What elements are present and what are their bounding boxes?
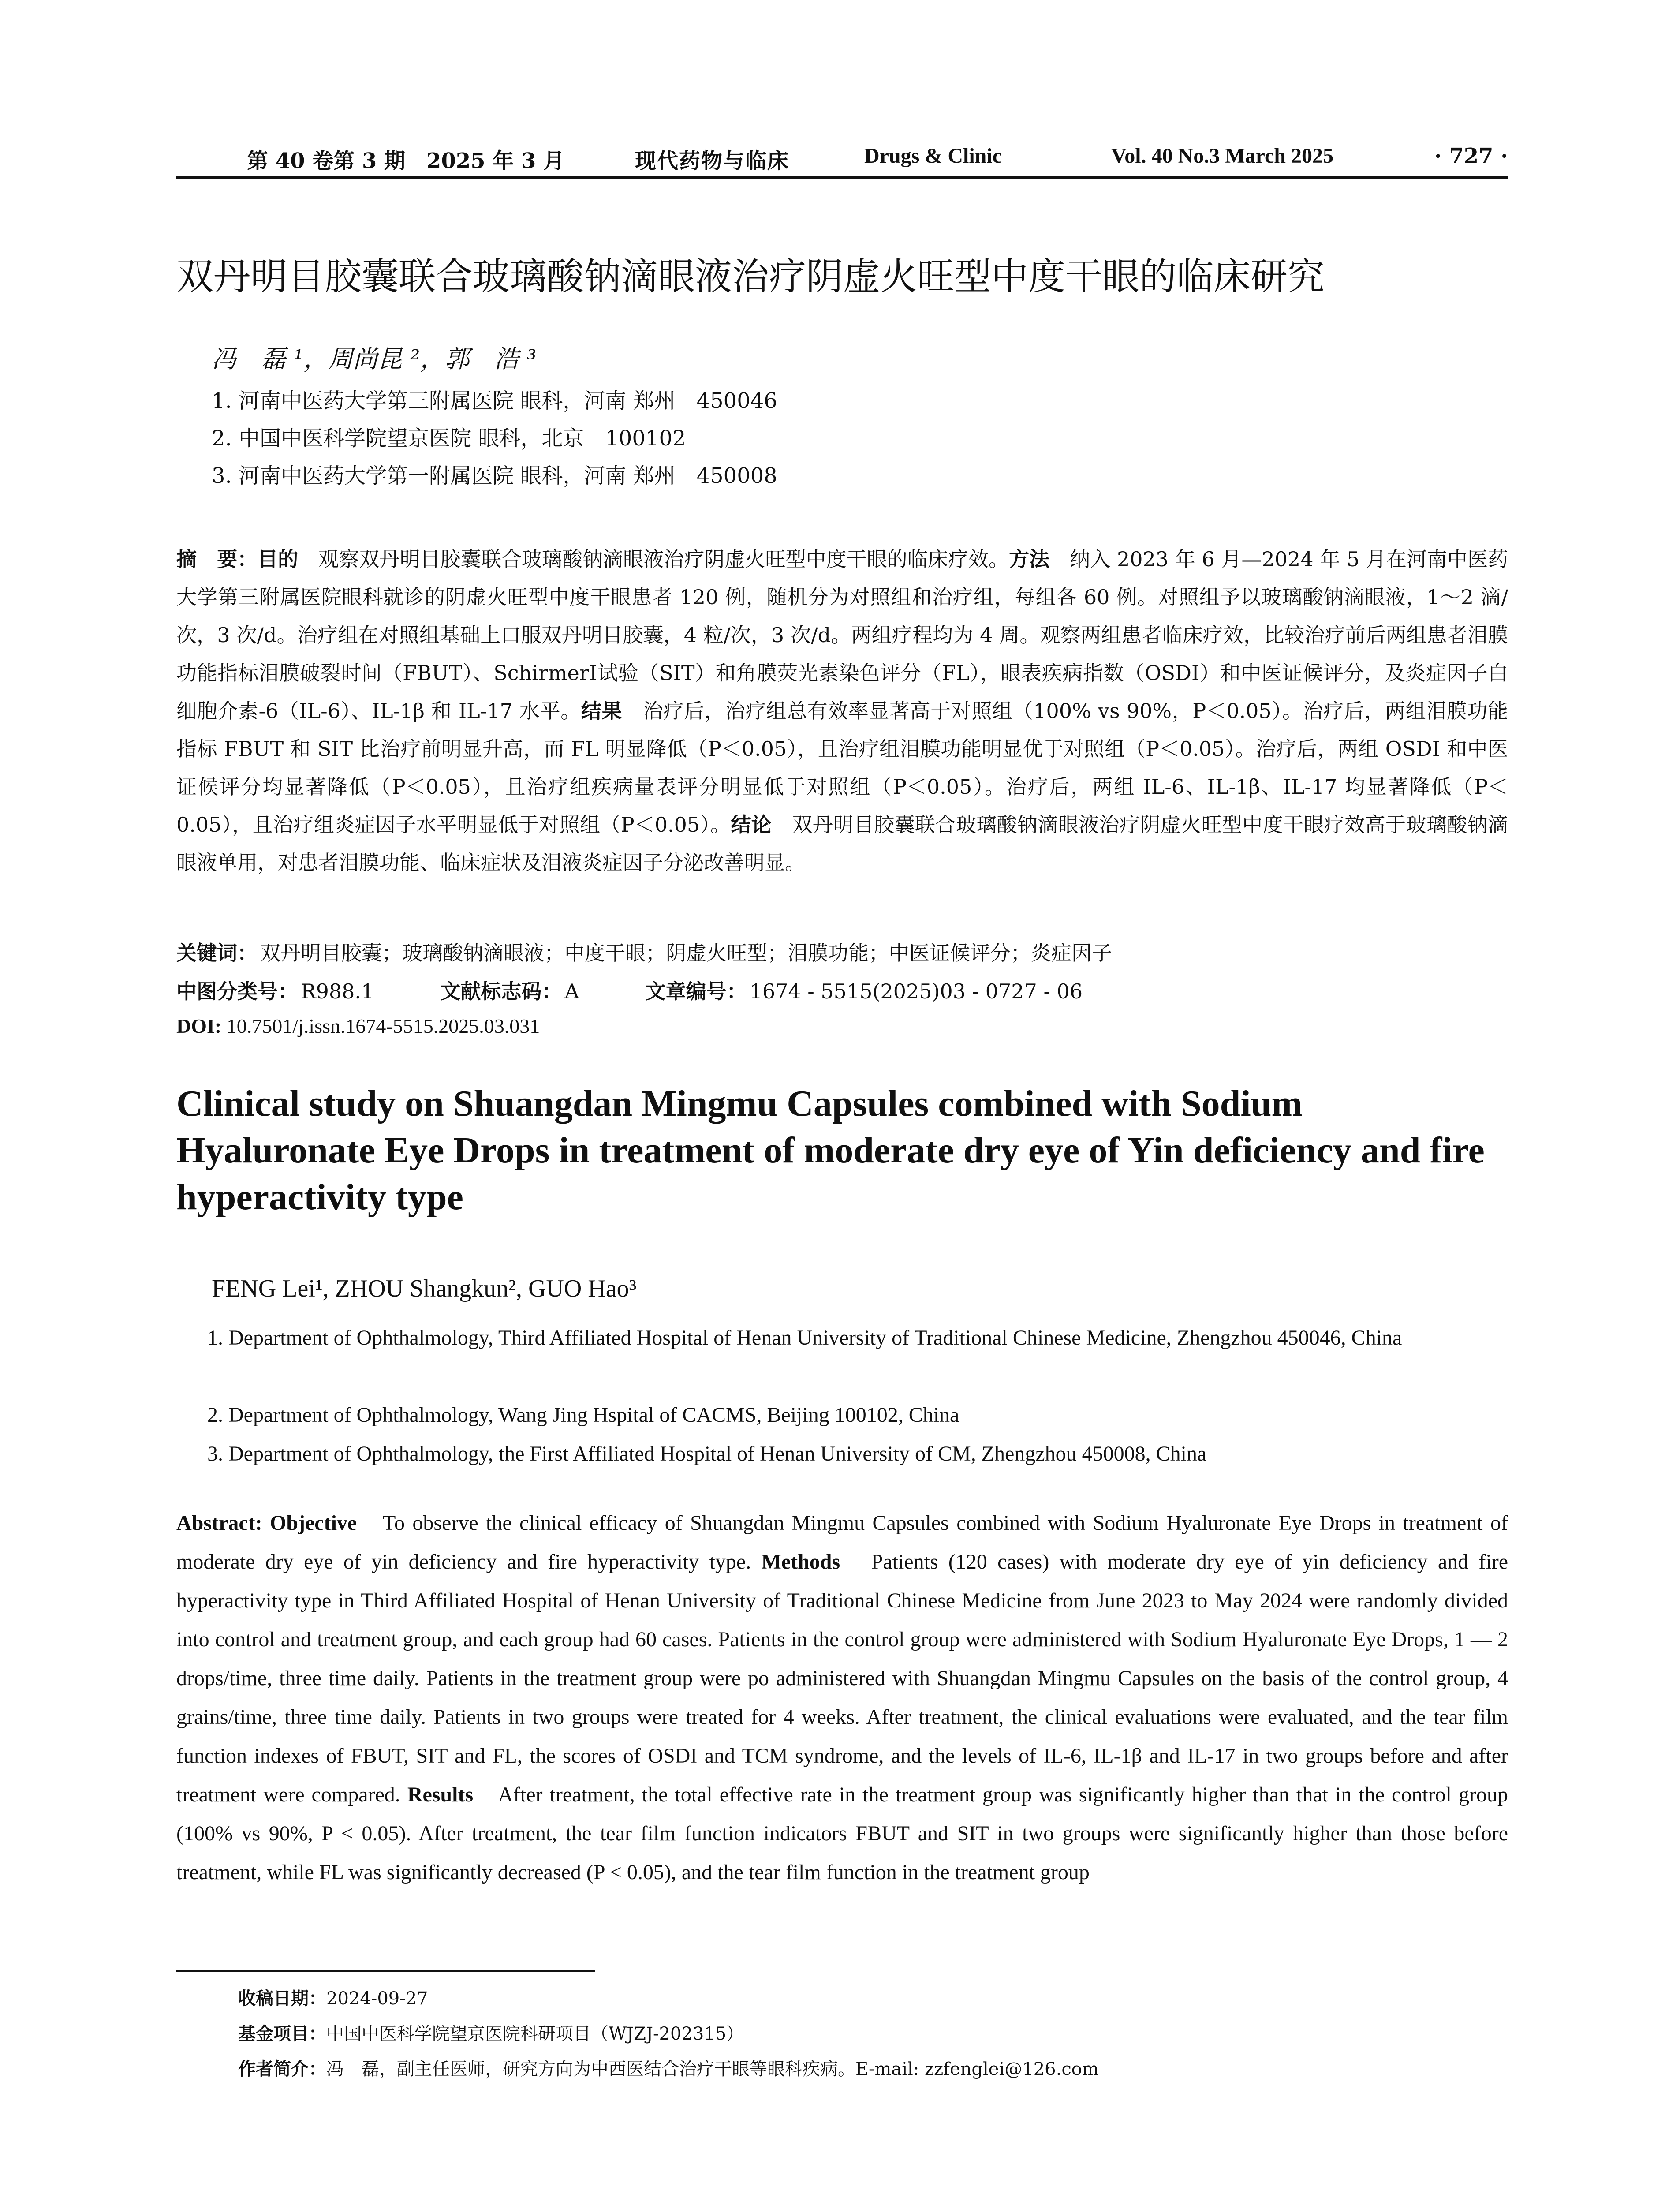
affiliation-en-3: 3. Department of Ophthalmology, the First Affiliated Hospital of Henan University of CM, Zhengzhou 450008, China bbox=[207, 1442, 1207, 1465]
footnote-divider bbox=[176, 1970, 595, 1972]
title-cn: 双丹明目胶囊联合玻璃酸钠滴眼液治疗阴虚火旺型中度干眼的临床研究 bbox=[176, 255, 1325, 298]
journal-name-en: Drugs & Clinic bbox=[864, 144, 1002, 168]
abstract-cn bbox=[176, 540, 1508, 882]
doi-label: DOI: bbox=[176, 1015, 222, 1037]
objective-cn: 观察双丹明目胶囊联合玻璃酸钠滴眼液治疗阴虚火旺型中度干眼的临床疗效。 bbox=[318, 547, 1009, 571]
received-date: 2024-09-27 bbox=[326, 1988, 428, 2009]
abstract-cn-label: 摘 要： bbox=[176, 547, 258, 571]
methods-cn-label: 方法 bbox=[1009, 547, 1050, 571]
article-number-value: 1674 - 5515(2025)03 - 0727 - 06 bbox=[749, 979, 1083, 1003]
results-en-label: Results bbox=[407, 1783, 474, 1806]
received-date-line bbox=[238, 1984, 428, 2010]
authors-cn: 冯 磊 ¹，周尚昆 ²，郭 浩 ³ bbox=[212, 345, 537, 374]
title-en: Clinical study on Shuangdan Mingmu Capsules combined with Sodium Hyaluronate Eye Drops in treatment of moderate dry eye of Yin deficiency and fire hyperactivity type bbox=[176, 1083, 1485, 1218]
affiliation-en-1: 1. Department of Ophthalmology, Third Affiliated Hospital of Henan University of Traditional Chinese Medicine, Zhengzhou 450046, China bbox=[207, 1326, 1402, 1349]
received-label: 收稿日期： bbox=[238, 1988, 326, 2009]
volume-info: Vol. 40 No.3 March 2025 bbox=[1111, 144, 1333, 168]
methods-en: Patients (120 cases) with moderate dry eye of yin deficiency and fire hyperactivity type in Third Affiliated Hospital of Henan University of Traditional Chinese Medicine from June 2023 to May 2024 were randomly divided into control and treatment group, and each group had 60 cases. Patients in the control group were administered with Sodium Hyaluronate Eye Drops, 1 — 2 drops/time, three time daily. Patients in the treatment group were po administered with Shuangdan Mingmu Capsules on the basis of the control group, 4 grains/time, three time daily. Patients in two groups were treated for 4 weeks. After treatment, the clinical evaluations were evaluated, and the tear film function indexes of FBUT, SIT and FL, the scores of OSDI and TCM syndrome, and the levels of IL-6, IL-1β and IL-17 in two groups before and after treatment were compared. bbox=[176, 1550, 1508, 1806]
abstract-en bbox=[176, 1504, 1508, 1892]
methods-cn: 纳入 2023 年 6 月—2024 年 5 月在河南中医药大学第三附属医院眼科就诊的阴虚火旺型中度干眼患者 120 例，随机分为对照组和治疗组，每组各 60 例。对照组予以玻璃酸钠滴眼液，1～2 滴/次，3 次/d。治疗组在对照组基础上口服双丹明目胶囊，4 粒/次，3 次/d。两组疗程均为 4 周。观察两组患者临床疗效，比较治疗前后两组患者泪膜功能指标泪膜破裂时间（FBUT）、SchirmerⅠ试验（SIT）和角膜荧光素染色评分（FL），眼表疾病指数（OSDI）和中医证候评分，及炎症因子白细胞介素-6（IL-6）、IL-1β 和 IL-17 水平。 bbox=[176, 547, 1508, 723]
results-cn: 治疗后，治疗组总有效率显著高于对照组（100% vs 90%，P＜0.05）。治疗后，两组泪膜功能指标 FBUT 和 SIT 比治疗前明显升高，而 FL 明显降低（P＜0.05），且治疗组泪膜功能明显优于对照组（P＜0.05）。治疗后，两组 OSDI 和中医证候评分均显著降低（P＜0.05），且治疗组疾病量表评分明显低于对照组（P＜0.05）。治疗后，两组 IL-6、IL-1β、IL-17 均显著降低（P＜0.05），且治疗组炎症因子水平明显低于对照组（P＜0.05）。 bbox=[176, 699, 1508, 837]
classification-line bbox=[176, 975, 1083, 1005]
fund-line bbox=[238, 2020, 744, 2045]
keywords-cn: 双丹明目胶囊；玻璃酸钠滴眼液；中度干眼；阴虚火旺型；泪膜功能；中医证候评分；炎症因子 bbox=[260, 941, 1112, 965]
results-cn-label: 结果 bbox=[581, 699, 623, 723]
author-bio-label: 作者简介： bbox=[238, 2059, 326, 2079]
running-header bbox=[176, 141, 1508, 179]
page-number: · 727 · bbox=[1434, 144, 1508, 168]
issue-info: 第 40 卷第 3 期 2025 年 3 月 bbox=[247, 149, 565, 173]
affiliation-en-2: 2. Department of Ophthalmology, Wang Jing Hspital of CACMS, Beijing 100102, China bbox=[207, 1403, 959, 1427]
article-number-label: 文章编号： bbox=[645, 979, 747, 1003]
objective-cn-label: 目的 bbox=[258, 547, 299, 571]
fund-value: 中国中医科学院望京医院科研项目（WJZJ-202315） bbox=[326, 2024, 744, 2044]
keywords-cn-line bbox=[176, 937, 1112, 966]
keywords-cn-label: 关键词： bbox=[176, 941, 258, 965]
authors-en: FENG Lei¹, ZHOU Shangkun², GUO Hao³ bbox=[212, 1275, 637, 1302]
author-bio: 冯 磊，副主任医师，研究方向为中西医结合治疗干眼等眼科疾病。E-mail: zzfenglei@126.com bbox=[326, 2059, 1099, 2079]
doccode-value: A bbox=[564, 979, 579, 1003]
clc-value: R988.1 bbox=[301, 979, 374, 1003]
methods-en-label: Methods bbox=[761, 1550, 840, 1573]
conclusion-cn-label: 结论 bbox=[731, 813, 772, 837]
conclusion-cn: 双丹明目胶囊联合玻璃酸钠滴眼液治疗阴虚火旺型中度干眼疗效高于玻璃酸钠滴眼液单用，对患者泪膜功能、临床症状及泪液炎症因子分泌改善明显。 bbox=[176, 813, 1508, 875]
objective-en: To observe the clinical efficacy of Shuangdan Mingmu Capsules combined with Sodium Hyaluronate Eye Drops in treatment of moderate dry eye of yin deficiency and fire hyperactivity type. bbox=[176, 1511, 1508, 1573]
fund-label: 基金项目： bbox=[238, 2024, 326, 2044]
results-en: After treatment, the total effective rate in the treatment group was significantly higher than that in the control group (100% vs 90%, P < 0.05). After treatment, the tear film function indicators FBUT and SIT in two groups were significantly higher than those before treatment, while FL was significantly decreased (P < 0.05), and the tear film function in the treatment group bbox=[176, 1783, 1508, 1884]
affiliation-cn-2: 2. 中国中医科学院望京医院 眼科，北京 100102 bbox=[212, 426, 686, 451]
affiliation-cn-3: 3. 河南中医药大学第一附属医院 眼科，河南 郑州 450008 bbox=[212, 463, 777, 488]
author-bio-line bbox=[238, 2055, 1099, 2080]
abstract-en-label: Abstract: Objective bbox=[176, 1511, 357, 1535]
clc-label: 中图分类号： bbox=[176, 979, 298, 1003]
doi-value: 10.7501/j.issn.1674-5515.2025.03.031 bbox=[226, 1015, 540, 1037]
doi-line bbox=[176, 1014, 540, 1038]
journal-name-cn: 现代药物与临床 bbox=[635, 149, 790, 173]
affiliation-cn-1: 1. 河南中医药大学第三附属医院 眼科，河南 郑州 450046 bbox=[212, 389, 777, 413]
doccode-label: 文献标志码： bbox=[440, 979, 562, 1003]
